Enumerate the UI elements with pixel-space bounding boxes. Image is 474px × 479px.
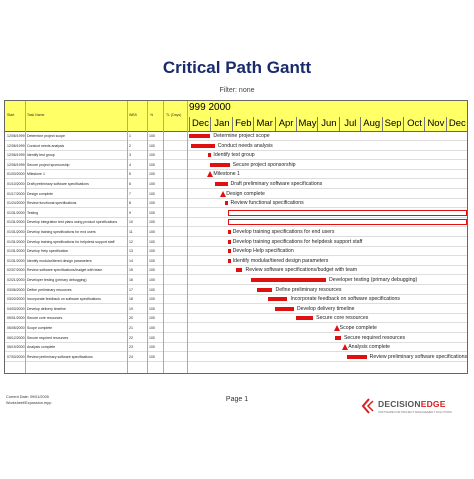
task-name-cell: Review software specifications/budget with team [27, 268, 103, 273]
percent-cell: 100 [149, 316, 155, 321]
gantt-bar[interactable] [228, 230, 231, 234]
start-cell: 07/03/2000 [7, 354, 25, 359]
task-name-cell: Developer testing (primary debugging) [27, 278, 87, 282]
wbs-cell: 24 [129, 354, 133, 359]
task-name-cell: Define preliminary resources [27, 287, 72, 292]
column-divider [187, 101, 188, 373]
month-header: Feb [232, 117, 254, 131]
table-row[interactable] [5, 238, 467, 247]
file-name: Worksheet\Expansion.mpp [6, 401, 52, 405]
percent-cell: 100 [149, 239, 155, 244]
bar-label: Scope complete [339, 325, 377, 331]
bar-label: Define preliminary resources [275, 286, 342, 293]
percent-cell: 100 [149, 354, 155, 359]
start-cell: 01/31/2000 [7, 210, 25, 215]
gantt-bar[interactable] [189, 134, 210, 138]
month-header: Dec [446, 117, 468, 131]
table-row[interactable] [5, 161, 467, 170]
bar-label: Incorporate feedback on software specifications [290, 296, 401, 303]
percent-cell: 100 [149, 326, 155, 330]
start-cell: 12/06/1999 [7, 143, 25, 148]
gantt-bar[interactable] [191, 144, 215, 148]
gantt-bar[interactable] [215, 182, 228, 186]
task-name-cell: Testing [27, 210, 39, 215]
table-row[interactable] [5, 305, 467, 314]
task-name-cell: Secure required resources [27, 335, 69, 340]
column-divider [147, 101, 148, 373]
task-name-cell: Identify test group [27, 153, 55, 158]
percent-cell: 100 [149, 335, 155, 340]
wbs-cell: 4 [129, 162, 131, 167]
task-name-cell: Develop delivery timeline [27, 306, 66, 311]
wbs-cell: 2 [129, 143, 131, 148]
table-row[interactable] [5, 180, 467, 189]
bar-label: Identify modular/tiered design parameters [232, 257, 329, 264]
task-name-cell: Develop Help specification [27, 249, 69, 254]
table-row[interactable] [5, 334, 467, 343]
logo-wordmark: DECISIONEDGE [378, 399, 446, 409]
wbs-cell: 3 [129, 153, 131, 158]
col-start-header: Start [7, 113, 15, 117]
wbs-cell: 23 [129, 345, 133, 350]
col-pct-header: % [150, 113, 154, 117]
page-title: Critical Path Gantt [162, 58, 312, 77]
gantt-bar[interactable] [225, 201, 228, 205]
start-cell: 03/06/2000 [7, 287, 25, 292]
gantt-bar[interactable] [228, 259, 231, 263]
percent-cell: 100 [149, 191, 155, 196]
bar-label: Secure core resources [316, 315, 369, 322]
start-cell: 06/19/2000 [7, 345, 25, 350]
table-row[interactable] [5, 209, 467, 218]
bar-label: Develop training specifications for helpdesk support staff [232, 238, 363, 245]
wbs-cell: 19 [129, 306, 133, 311]
wbs-cell: 17 [129, 287, 133, 292]
col-wbs-header: WBS [129, 113, 137, 117]
bar-label: Secure project sponsorship [232, 161, 296, 168]
start-cell: 01/31/2000 [7, 239, 25, 244]
bar-label: Design complete [226, 190, 265, 197]
percent-cell: 100 [149, 201, 155, 206]
wbs-cell: 1 [129, 134, 131, 138]
page-number: Page 1 [225, 396, 249, 403]
month-header: Mar [253, 117, 275, 131]
bar-label: Develop training specifications for end users [232, 229, 335, 235]
wbs-cell: 10 [129, 220, 133, 225]
percent-cell: 100 [149, 162, 155, 167]
start-cell: 02/07/2000 [7, 268, 25, 273]
column-divider [163, 101, 164, 373]
start-cell: 02/21/2000 [7, 278, 25, 282]
table-row[interactable] [5, 132, 467, 141]
task-name-cell: Review preliminary software specifications [27, 354, 93, 359]
gantt-bar[interactable] [228, 240, 231, 244]
task-name-cell: Develop training specifications for helpdesk support staff [27, 239, 115, 244]
gantt-bar[interactable] [257, 288, 272, 292]
bar-label: Milestone 1 [213, 171, 240, 178]
month-header: Jun [317, 117, 339, 131]
month-header: Jan [210, 117, 232, 131]
month-header: Apr [275, 117, 297, 131]
month-header: Dec [189, 117, 211, 131]
percent-cell: 100 [149, 287, 155, 292]
table-row[interactable] [5, 343, 467, 352]
gantt-bar[interactable] [236, 268, 242, 272]
summary-bar[interactable] [228, 210, 467, 216]
bar-label: Identify test group [213, 152, 255, 159]
col-task-header: Task Name [27, 113, 45, 117]
wbs-cell: 6 [129, 182, 131, 186]
percent-cell: 100 [149, 306, 155, 311]
percent-cell: 100 [149, 258, 155, 263]
year-scale: 999 2000 [189, 102, 231, 113]
wbs-cell: 22 [129, 335, 133, 340]
wbs-cell: 9 [129, 210, 131, 215]
start-cell: 12/06/1999 [7, 134, 25, 138]
wbs-cell: 11 [129, 230, 133, 234]
percent-cell: 100 [149, 210, 155, 215]
wbs-cell: 7 [129, 191, 131, 196]
table-row[interactable] [5, 353, 467, 362]
task-name-cell: Secure core resources [27, 316, 63, 321]
percent-cell: 100 [149, 268, 155, 273]
wbs-cell: 13 [129, 249, 133, 254]
table-row[interactable] [5, 190, 467, 199]
percent-cell: 100 [149, 220, 155, 225]
start-cell: 05/01/2000 [7, 316, 25, 321]
table-row[interactable] [5, 218, 467, 227]
bar-label: Develop Help specification [232, 248, 294, 255]
gantt-bar[interactable] [296, 316, 313, 320]
start-cell: 01/10/2000 [7, 182, 25, 186]
bar-label: Conduct needs analysis [217, 142, 273, 149]
table-row[interactable] [5, 151, 467, 160]
gantt-bar[interactable] [347, 355, 366, 359]
gantt-bar[interactable] [268, 297, 287, 301]
table-row[interactable] [5, 314, 467, 323]
start-cell: 06/12/2000 [7, 335, 25, 340]
task-name-cell: Secure project sponsorship [27, 162, 70, 167]
start-cell: 01/31/2000 [7, 258, 25, 263]
task-name-cell: Milestone 1 [27, 172, 45, 177]
month-header: Sep [382, 117, 404, 131]
percent-cell: 100 [149, 153, 155, 158]
gantt-bar[interactable] [228, 249, 231, 253]
percent-cell: 100 [149, 249, 155, 254]
wbs-cell: 5 [129, 172, 131, 177]
month-header: Jul [339, 117, 361, 131]
task-name-cell: Determine project scope [27, 134, 65, 138]
gantt-bar[interactable] [208, 153, 211, 157]
wbs-cell: 12 [129, 239, 133, 244]
percent-cell: 100 [149, 134, 155, 138]
gantt-bar[interactable] [275, 307, 294, 311]
table-row[interactable] [5, 266, 467, 275]
table-row[interactable] [5, 286, 467, 295]
bar-label: Draft preliminary software specifications [230, 181, 323, 187]
summary-bar[interactable] [228, 219, 467, 225]
col-dur-header: TL (Days) [166, 113, 182, 117]
task-name-cell: Design complete [27, 191, 54, 196]
logo-mark-icon [360, 398, 376, 414]
timeline-header [187, 101, 467, 132]
wbs-cell: 14 [129, 258, 133, 263]
task-name-cell: Develop integration test plans using product specifications [27, 220, 118, 225]
current-date-label: Current Date: [6, 395, 29, 399]
wbs-cell: 16 [129, 278, 133, 282]
task-name-cell: Analysis complete [27, 345, 56, 350]
bar-label: Developer testing (primary debugging) [328, 277, 418, 283]
gantt-bar[interactable] [251, 278, 326, 282]
table-row[interactable] [5, 142, 467, 151]
table-header [5, 101, 187, 132]
table-row[interactable] [5, 257, 467, 266]
task-name-cell: Draft preliminary software specifications [27, 182, 89, 186]
task-name-cell: Scope complete [27, 326, 53, 330]
percent-cell: 100 [149, 172, 155, 177]
wbs-cell: 20 [129, 316, 133, 321]
percent-cell: 100 [149, 230, 155, 234]
table-row[interactable] [5, 276, 467, 285]
start-cell: 01/24/2000 [7, 201, 25, 206]
task-name-cell: Conduct needs analysis [27, 143, 65, 148]
table-row[interactable] [5, 170, 467, 179]
table-row[interactable] [5, 199, 467, 208]
month-header: Oct [403, 117, 425, 131]
task-name-cell: Incorporate feedback on software specifications [27, 297, 101, 302]
bar-label: Review functional specifications [230, 200, 304, 207]
start-cell: 01/03/2000 [7, 172, 25, 177]
wbs-cell: 21 [129, 326, 133, 330]
gantt-sheet [4, 100, 468, 374]
percent-cell: 100 [149, 345, 155, 350]
task-name-cell: Review functional specifications [27, 201, 77, 206]
bar-label: Develop delivery timeline [296, 305, 355, 312]
gantt-bar[interactable] [210, 163, 229, 167]
column-divider [127, 101, 128, 373]
start-cell: 01/31/2000 [7, 230, 25, 234]
start-cell: 01/31/2000 [7, 249, 25, 254]
percent-cell: 100 [149, 278, 155, 282]
start-cell: 12/06/1999 [7, 153, 25, 158]
table-row[interactable] [5, 228, 467, 237]
month-header: Nov [424, 117, 446, 131]
bar-label: Analysis complete [348, 344, 391, 351]
table-row[interactable] [5, 324, 467, 333]
decisionedge-logo [360, 398, 460, 418]
start-cell: 12/06/1999 [7, 162, 25, 167]
current-date-value: 09/01/2005 [29, 395, 49, 399]
filter-label: Filter: none [219, 87, 255, 94]
table-row[interactable] [5, 295, 467, 304]
month-header: Aug [360, 117, 382, 131]
task-name-cell: Develop training specifications for end users [27, 230, 96, 234]
wbs-cell: 8 [129, 201, 131, 206]
logo-tagline: SOFTWARE FOR PROJECT MANAGEMENT SOLUTIONS [378, 410, 452, 414]
start-cell: 01/31/2000 [7, 220, 25, 225]
start-cell: 01/17/2000 [7, 191, 25, 196]
bar-label: Review software specifications/budget with team [245, 267, 358, 274]
percent-cell: 100 [149, 143, 155, 148]
bar-label: Review preliminary software specifications [369, 353, 468, 360]
table-row[interactable] [5, 247, 467, 256]
column-divider [25, 101, 26, 373]
bar-label: Determine project scope [213, 133, 270, 139]
start-cell: 03/20/2000 [7, 297, 25, 302]
gantt-bar[interactable] [335, 336, 341, 340]
start-cell: 04/03/2000 [7, 306, 25, 311]
percent-cell: 100 [149, 182, 155, 186]
wbs-cell: 18 [129, 297, 133, 302]
bar-label: Secure required resources [343, 334, 406, 341]
start-cell: 06/05/2000 [7, 326, 25, 330]
month-header: May [296, 117, 318, 131]
wbs-cell: 15 [129, 268, 133, 273]
task-name-cell: Identify modular/tiered design parameters [27, 258, 92, 263]
percent-cell: 100 [149, 297, 155, 302]
